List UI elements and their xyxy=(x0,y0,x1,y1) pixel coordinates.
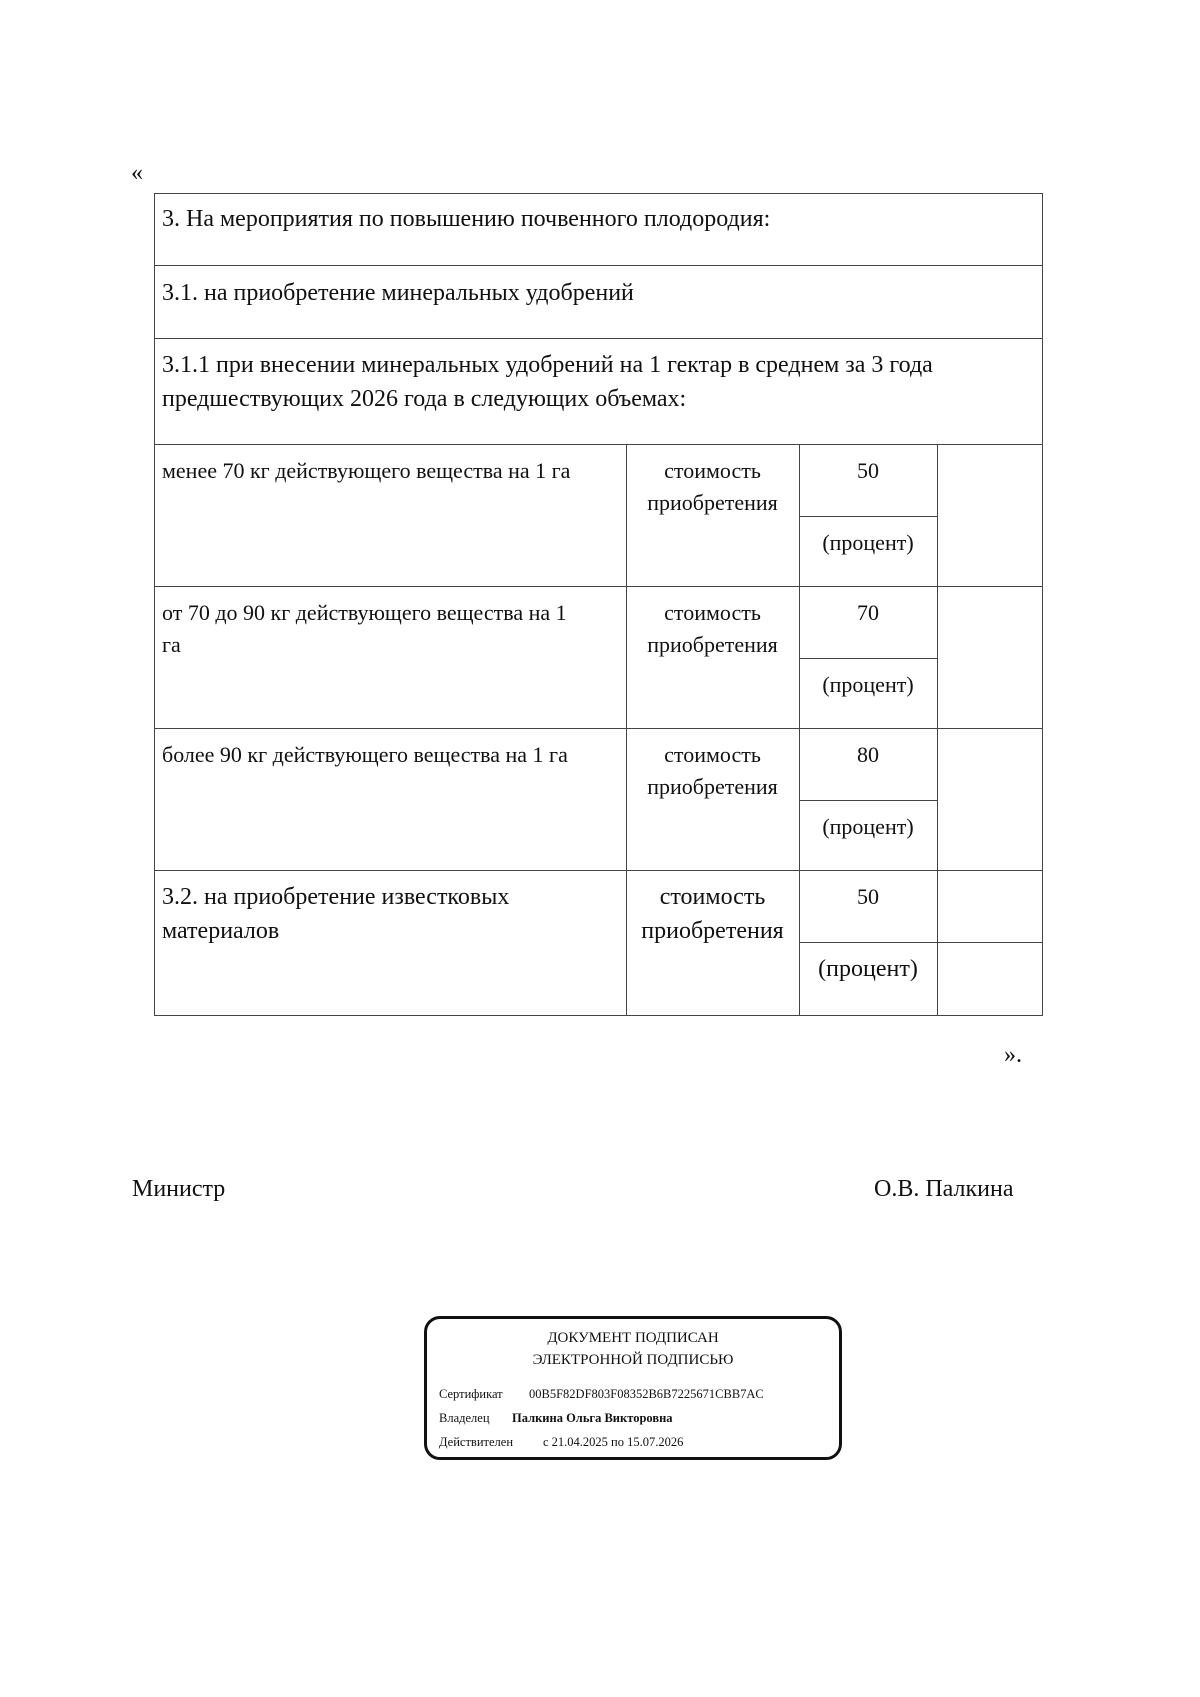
subsidy-rates-table xyxy=(154,193,1043,1016)
stamp-owner-value: Палкина Ольга Викторовна xyxy=(512,1411,673,1425)
section-3-2-label-line2: материалов xyxy=(162,918,280,944)
rate-row-1-value: 50 xyxy=(857,458,879,483)
stamp-validity-row xyxy=(439,1435,683,1450)
signatory-name: О.В. Палкина xyxy=(874,1176,1014,1202)
section-3-2-label-line1: 3.2. на приобретение известковых xyxy=(162,884,510,910)
rate-row-3-basis-line2: приобретения xyxy=(647,774,778,799)
rate-row-1-unit: (процент) xyxy=(822,530,914,555)
closing-quote: ». xyxy=(1004,1042,1022,1068)
stamp-validity-label: Действителен xyxy=(439,1435,514,1449)
stamp-title-line2: ЭЛЕКТРОННОЙ ПОДПИСЬЮ xyxy=(532,1352,734,1368)
stamp-owner-label: Владелец xyxy=(439,1411,490,1425)
rate-row-1-basis-line1: стоимость xyxy=(664,458,761,483)
section-3-1-1-line1: 3.1.1 при внесении минеральных удобрений на 1 гектар в среднем за 3 года xyxy=(162,352,933,378)
stamp-validity-value: с 21.04.2025 по 15.07.2026 xyxy=(543,1435,684,1449)
signatory-position: Министр xyxy=(132,1176,226,1202)
stamp-title-line1: ДОКУМЕНТ ПОДПИСАН xyxy=(547,1330,719,1346)
opening-quote: « xyxy=(131,160,143,186)
section-3-1-1-line2: предшествующих 2026 года в следующих объемах: xyxy=(162,386,687,412)
section-3-2-value: 50 xyxy=(857,884,879,909)
electronic-signature-stamp xyxy=(424,1316,842,1460)
rate-row-2-label-line1: от 70 до 90 кг действующего вещества на 1 xyxy=(162,600,567,625)
section-3-2-basis-line1: стоимость xyxy=(659,884,766,910)
section-3-2-unit: (процент) xyxy=(818,956,918,982)
rate-row-2-value: 70 xyxy=(857,600,879,625)
stamp-owner-row xyxy=(439,1411,673,1426)
section-3-heading: 3. На мероприятия по повышению почвенного плодородия: xyxy=(162,206,771,232)
section-3-1-heading: 3.1. на приобретение минеральных удобрений xyxy=(162,280,634,306)
rate-row-2-basis-line2: приобретения xyxy=(647,632,778,657)
rate-row-3-basis-line1: стоимость xyxy=(664,742,761,767)
rate-row-3-value: 80 xyxy=(857,742,879,767)
rate-row-3-label: более 90 кг действующего вещества на 1 га xyxy=(162,742,568,767)
rate-row-2-basis-line1: стоимость xyxy=(664,600,761,625)
rate-row-1-label: менее 70 кг действующего вещества на 1 га xyxy=(162,458,571,483)
stamp-certificate-value: 00B5F82DF803F08352B6B7225671CBB7AC xyxy=(529,1387,764,1401)
stamp-certificate-label: Сертификат xyxy=(439,1387,503,1401)
rate-row-2-unit: (процент) xyxy=(822,672,914,697)
stamp-certificate-row xyxy=(439,1387,764,1402)
rate-row-1-basis-line2: приобретения xyxy=(647,490,778,515)
rate-row-3-unit: (процент) xyxy=(822,814,914,839)
section-3-2-basis-line2: приобретения xyxy=(641,918,784,944)
rate-row-2-label-line2: га xyxy=(162,632,181,657)
